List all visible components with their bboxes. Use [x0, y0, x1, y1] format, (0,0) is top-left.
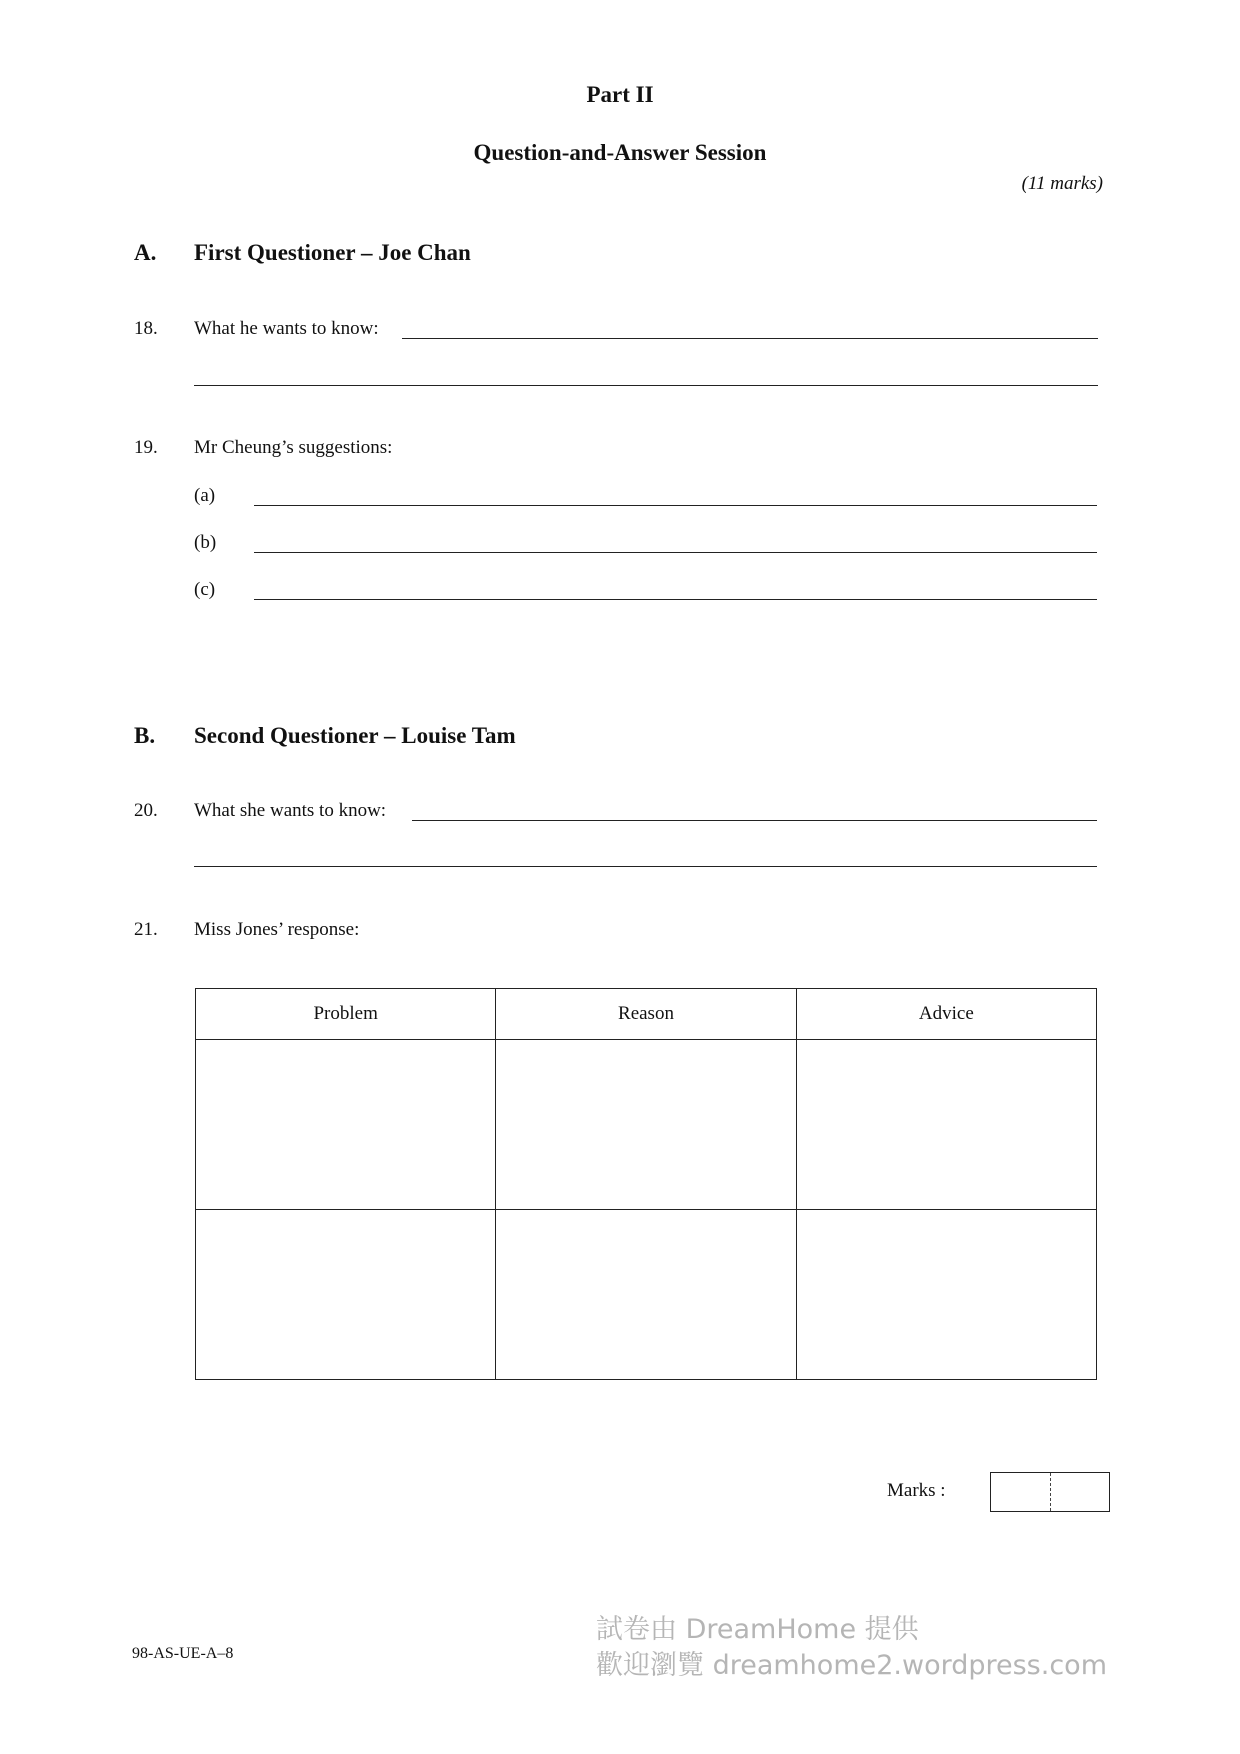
question-18-prompt: What he wants to know: [194, 318, 379, 339]
answer-line-19a[interactable] [254, 505, 1097, 506]
part-title: Part II [586, 82, 654, 107]
question-19-prompt: Mr Cheung’s suggestions: [194, 437, 393, 458]
question-19-number: 19. [134, 437, 158, 458]
question-21-number: 21. [134, 919, 158, 940]
question-21-prompt: Miss Jones’ response: [194, 919, 360, 940]
marks-box-left[interactable] [991, 1473, 1051, 1511]
reason-cell-1[interactable] [496, 1040, 796, 1210]
section-a-letter: A. [134, 240, 157, 265]
table-header-row [196, 989, 1097, 1040]
paper-code: 98-AS-UE-A–8 [132, 1645, 234, 1662]
marks-note: (11 marks) [1021, 173, 1103, 194]
answer-line-18-2[interactable] [194, 385, 1098, 386]
answer-line-20-2[interactable] [194, 866, 1097, 867]
marks-label: Marks : [887, 1480, 946, 1501]
marks-box [990, 1472, 1110, 1512]
option-c-label: (c) [194, 579, 216, 600]
problem-cell-1[interactable] [196, 1040, 496, 1210]
section-b-letter: B. [134, 723, 156, 748]
session-title: Question-and-Answer Session [473, 140, 767, 165]
question-20-prompt: What she wants to know: [194, 800, 387, 821]
section-b-title: Second Questioner – Louise Tam [194, 723, 516, 748]
option-b-label: (b) [194, 532, 217, 553]
watermark-line-1: 試卷由 DreamHome 提供 [596, 1614, 919, 1645]
answer-line-19b[interactable] [254, 552, 1097, 553]
answer-line-20-1[interactable] [412, 820, 1097, 821]
marks-box-right[interactable] [1050, 1473, 1111, 1511]
response-table [195, 988, 1097, 1380]
reason-cell-2[interactable] [496, 1210, 796, 1380]
advice-cell-2[interactable] [796, 1210, 1096, 1380]
header-advice: Advice [796, 989, 1096, 1040]
header-problem: Problem [196, 989, 496, 1040]
problem-cell-2[interactable] [196, 1210, 496, 1380]
header-reason: Reason [496, 989, 796, 1040]
table-row [196, 1040, 1097, 1210]
answer-line-19c[interactable] [254, 599, 1097, 600]
section-a-title: First Questioner – Joe Chan [194, 240, 471, 265]
question-20-number: 20. [134, 800, 158, 821]
option-a-label: (a) [194, 485, 216, 506]
watermark-line-2: 歡迎瀏覽 dreamhome2.wordpress.com [596, 1650, 1107, 1681]
advice-cell-1[interactable] [796, 1040, 1096, 1210]
question-18-number: 18. [134, 318, 158, 339]
answer-line-18-1[interactable] [402, 338, 1098, 339]
table-row [196, 1210, 1097, 1380]
